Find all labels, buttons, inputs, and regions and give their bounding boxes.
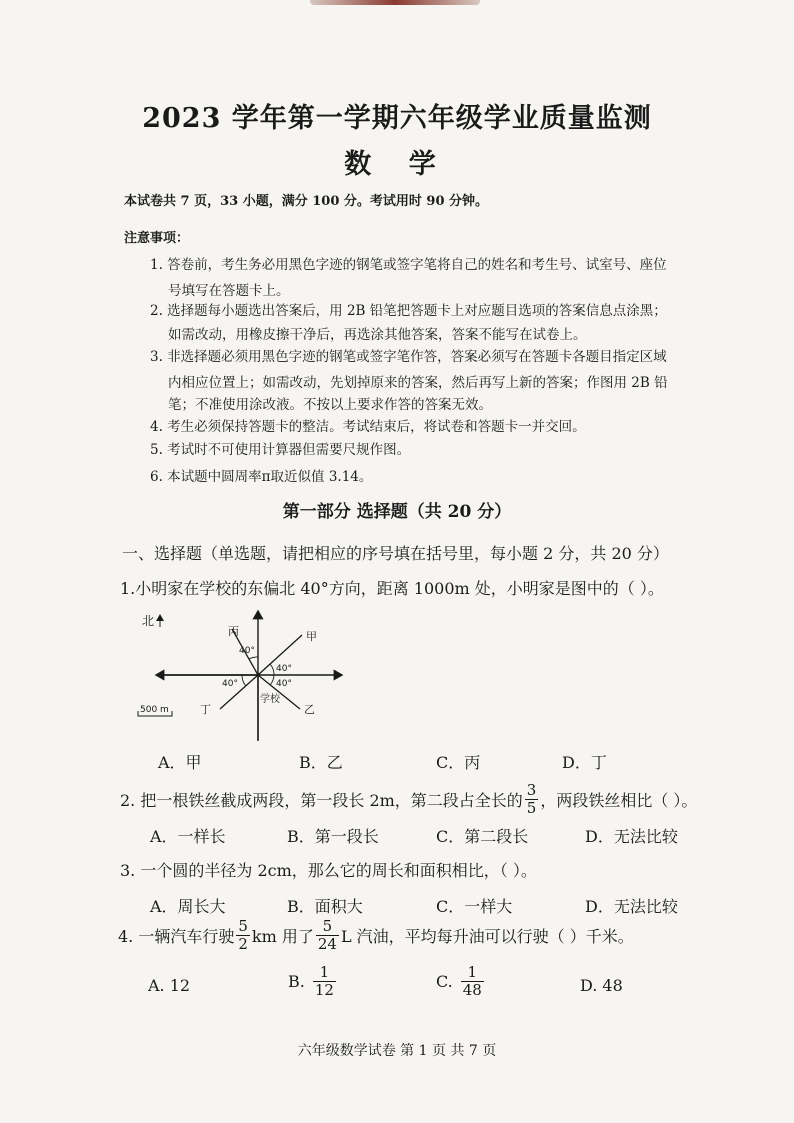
note-5: 5. 考试时不可使用计算器但需要尺规作图。 [150,442,411,458]
question-4-text [118,918,634,953]
note-3-line-3: 笔；不准使用涂改液。不按以上要求作答的答案无效。 [168,397,492,413]
q4-option-d: D. 48 [580,976,623,995]
question-3-text: 3. 一个圆的半径为 2cm，那么它的周长和面积相比，（ ）。 [120,861,537,880]
q2-text-pre: 2. 把一根铁丝截成两段，第一段长 2m，第二段占全长的 [120,791,523,810]
q4-option-c [436,964,486,999]
page-footer: 六年级数学试卷 第 1 页 共 7 页 [297,1043,497,1059]
direction-diagram [130,605,350,745]
q4-text-pre: 4. 一辆汽车行驶 [118,927,235,946]
q4-option-c-num: 1 [467,963,478,981]
q4-option-b-label: B. [288,972,305,991]
subject-title: 数 学 [344,149,450,180]
exam-title: 2023 学年第一学期六年级学业质量监测 [142,103,652,134]
q1-option-d: D．丁 [562,753,607,772]
q4-option-b [288,964,338,999]
q1-option-a: A．甲 [158,753,202,772]
question-2-text [120,782,697,817]
q4-f2-den: 24 [317,935,337,953]
part-heading: 一、选择题（单选题，请把相应的序号填在括号里，每小题 2 分，共 20 分） [122,544,669,563]
q2-text-post: ，两段铁丝相比（ ）。 [540,791,698,810]
note-4: 4. 考生必须保持答题卡的整洁。考试结束后，将试卷和答题卡一并交回。 [150,419,586,435]
label-jia: 甲 [306,630,317,643]
q4-fraction-2 [316,918,339,953]
note-2-line-2: 如需改动，用橡皮擦干净后，再选涂其他答案，答案不能写在试卷上。 [168,327,587,343]
note-3-line-2: 内相应位置上；如需改动，先划掉原来的答案，然后再写上新的答案；作图用 2B 铅 [168,375,668,391]
note-3-line-1: 3. 非选择题必须用黑色字迹的钢笔或签字笔作答，答案必须写在答题卡各题目指定区域 [150,349,667,365]
q1-option-c: C．丙 [436,753,481,772]
angle-bing-label: 40° [239,646,255,656]
note-2-line-1: 2. 选择题每小题选出答案后，用 2B 铅笔把答题卡上对应题目选项的答案信息点涂黑； [150,303,667,319]
q2-frac-den: 5 [526,799,537,817]
note-1-line-1: 1. 答卷前，考生务必用黑色字迹的钢笔或签字笔将自己的姓名和考生号、试室号、座位 [150,257,667,273]
q2-frac-num: 3 [526,781,537,799]
q4-text-mid: km 用了 [251,927,314,946]
q2-option-c: C．第二段长 [436,827,529,846]
label-yi: 乙 [304,703,315,716]
q4-f2-num: 5 [322,917,333,935]
q4-option-b-num: 1 [319,963,330,981]
q2-option-b: B．第一段长 [287,827,379,846]
angle-ding-label: 40° [222,679,238,689]
angle-arc-ding [242,675,246,686]
question-1-text: 1.小明家在学校的东偏北 40°方向，距离 1000m 处，小明家是图中的（ ）。 [120,579,664,598]
notes-heading: 注意事项： [124,231,190,246]
q3-option-a: A．周长大 [150,897,226,916]
note-1-line-2: 号填写在答题卡上。 [168,283,290,299]
angle-yi-label: 40° [276,679,292,689]
north-label: 北 [142,614,155,628]
angle-jia-label: 40° [276,664,292,674]
q4-text-post: L 汽油，平均每升油可以行驶（ ）千米。 [340,927,634,946]
q3-option-b: B．面积大 [287,897,363,916]
q4-option-c-fraction [461,964,484,999]
q2-fraction [525,782,539,817]
scale-label: 500 m [140,705,169,715]
label-school: 学校 [260,694,280,705]
q2-option-d: D．无法比较 [585,827,678,846]
q4-option-b-fraction [313,964,336,999]
scan-edge-mark [310,0,480,5]
q3-option-c: C．一样大 [436,897,513,916]
q4-f1-den: 2 [238,935,248,953]
q2-option-a: A．一样长 [150,827,226,846]
section-title: 第一部分 选择题（共 20 分） [282,502,512,522]
exam-info: 本试卷共 7 页，33 小题，满分 100 分。考试用时 90 分钟。 [124,194,489,209]
q4-option-a: A. 12 [148,976,191,995]
q4-f1-num: 5 [238,917,248,935]
label-bing: 丙 [228,625,239,638]
note-6: 6. 本试题中圆周率π取近似值 3.14。 [150,469,373,485]
q4-option-b-den: 12 [314,981,334,999]
q3-option-d: D．无法比较 [585,897,678,916]
q4-fraction-1 [236,918,250,953]
angle-arc-jia [270,664,274,675]
q1-option-b: B．乙 [299,753,343,772]
q4-option-c-den: 48 [462,981,482,999]
q4-option-c-label: C. [436,972,453,991]
label-ding: 丁 [200,703,211,716]
angle-arc-yi [270,675,274,685]
angle-arc-bing [249,657,258,659]
